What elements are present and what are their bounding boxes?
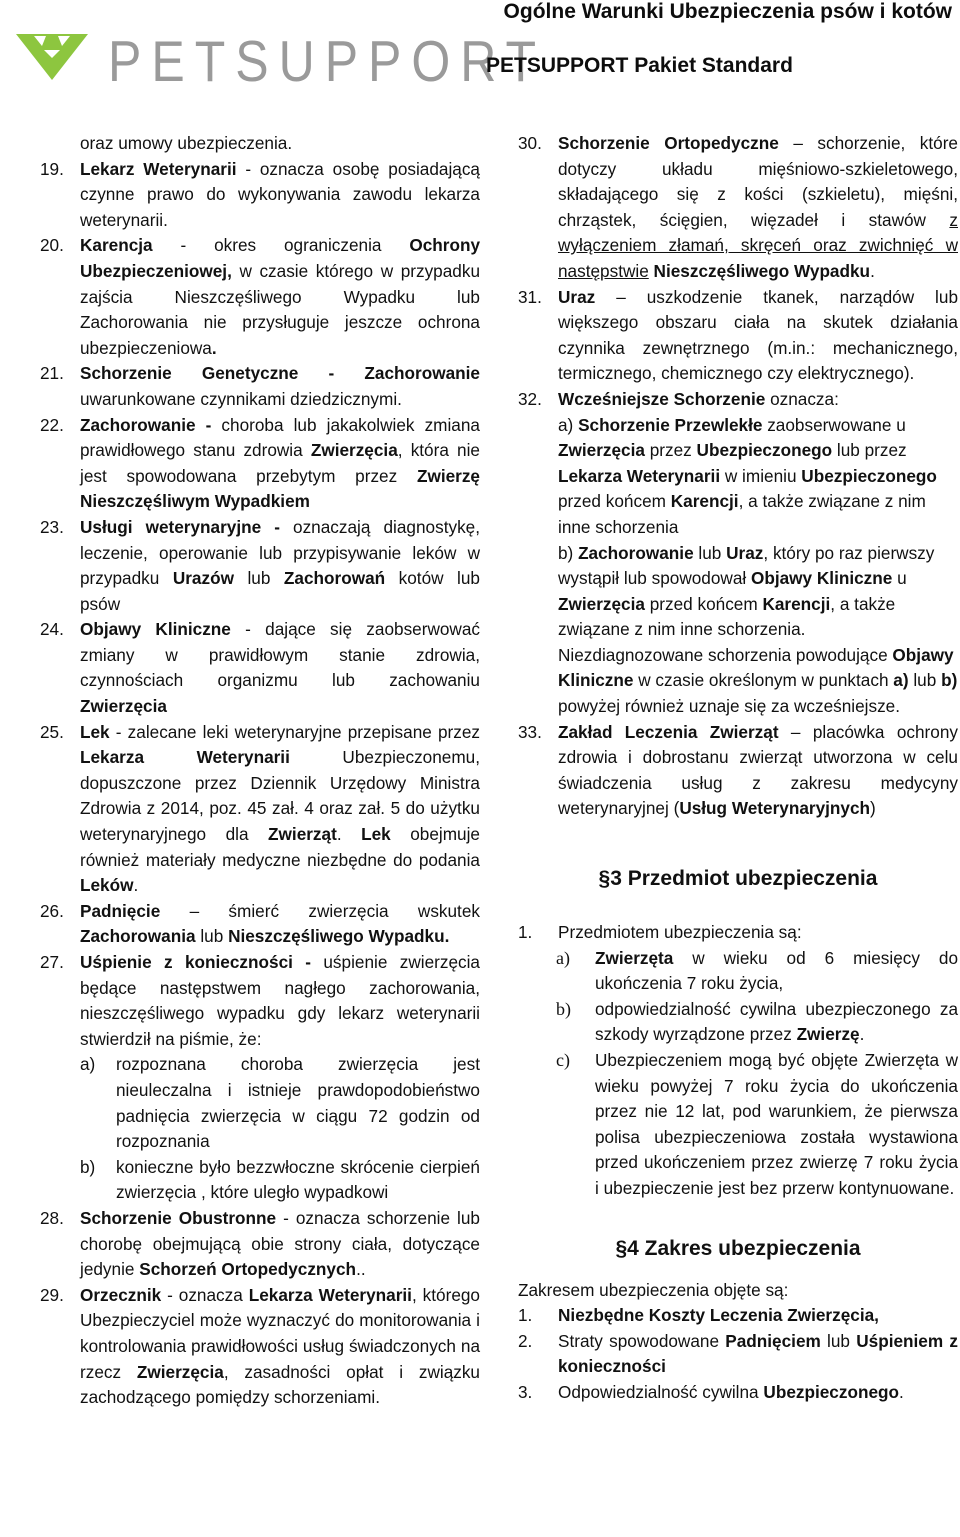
- definition-text: – śmierć zwierzęcia wskutek: [160, 900, 480, 921]
- term: Lek: [80, 721, 110, 742]
- definition-26: [40, 899, 480, 950]
- document-subtitle: PETSUPPORT Pakiet Standard: [486, 54, 793, 77]
- term: Zwierzęta: [595, 947, 674, 968]
- paw-shield-icon: [12, 24, 92, 84]
- definition-text: lub przez: [832, 440, 907, 461]
- item-number: 31.: [518, 286, 542, 307]
- definition-text: uśpienie zwierzęcia będące następstwem nagłego zachorowania, nieszczęśliwego wypadku gdy lekarz weterynarii stwierdził na piśmie, że:: [80, 952, 480, 1049]
- sub-text: .: [859, 1024, 865, 1045]
- page-header: [0, 0, 960, 110]
- definition-text: , a także związane z nim inne schorzenia.: [558, 593, 896, 640]
- term: Uraz: [726, 542, 764, 563]
- item-number: 22.: [40, 414, 64, 435]
- term: Lekarza Weterynarii: [558, 465, 721, 486]
- item-number: 30.: [518, 133, 542, 153]
- term: Zachorowania: [80, 926, 196, 947]
- definition-text: lub: [908, 670, 942, 691]
- term: Zachorowanie -: [80, 414, 212, 435]
- item-number: 20.: [40, 235, 64, 256]
- definition-text: , a także związane z nim inne schorzenia: [558, 491, 926, 537]
- definition-text: .: [211, 337, 217, 358]
- term: Zwierzęcia: [80, 696, 167, 717]
- section-4-item-1: [518, 1303, 958, 1329]
- item-number: 3.: [518, 1381, 533, 1402]
- item-number: 2.: [518, 1330, 533, 1351]
- term: Schorzenie Genetyczne - Zachorowanie: [80, 363, 480, 384]
- term: a): [893, 670, 909, 691]
- term: Karencji: [670, 491, 739, 512]
- document-title: Ogólne Warunki Ubezpieczenia psów i kotów: [503, 0, 952, 23]
- term: Padnięcie: [80, 900, 161, 921]
- term: Zwierzęcia: [558, 593, 645, 614]
- definition-22: [40, 413, 480, 515]
- item-number: 32.: [518, 388, 542, 409]
- definition-text: - oznacza schorzenie lub chorobę obejmującą obie strony ciała, dotyczące jedynie: [80, 1207, 480, 1280]
- definition-text: - dające się zaobserwować zmiany w prawidłowym stanie zdrowia, czynnościach organizmu lub zachowaniu: [80, 619, 480, 691]
- definition-text: – placówka ochrony zdrowia i dobrostanu zwierząt utworzona w celu świadczenia usług z zakresu medycyny weterynaryjnej (: [558, 721, 958, 819]
- definition-text: .: [336, 824, 362, 845]
- definition-text: Niezdiagnozowane schorzenia powodujące: [558, 644, 893, 665]
- term: Uśpienie z konieczności -: [80, 952, 311, 972]
- definition-text: w czasie którego w przypadku zajścia Nieszczęśliwego Wypadku lub Zachorowania nie przysługuje jeszcze ochrona ubezpieczeniowa: [80, 260, 480, 358]
- item-number: 29.: [40, 1284, 64, 1305]
- definition-text: , który po raz pierwszy wystąpił lub spowodował: [558, 542, 935, 589]
- definition-32-a: [518, 413, 958, 541]
- definition-text: przez: [644, 440, 697, 461]
- term: Zwierzęcia: [558, 440, 645, 461]
- definition-33: [518, 720, 958, 822]
- sub-text: odpowiedzialność cywilna ubezpieczonego za szkody wyrządzone przez: [595, 998, 958, 1045]
- item-text: Odpowiedzialność cywilna: [558, 1381, 764, 1402]
- definition-text: u: [892, 568, 907, 589]
- definition-19: [40, 157, 480, 234]
- term: Schorzenie Przewlekłe: [578, 414, 763, 435]
- definition-text: - oznacza osobę posiadającą czynne prawo do wykonywania zawodu lekarza weterynarii.: [80, 158, 480, 230]
- definition-text: b): [558, 542, 579, 563]
- sub-letter: c): [556, 1050, 570, 1070]
- definition-text: oznaczają diagnostykę, leczenie, operowanie lub przypisywanie leków w przypadku: [80, 516, 480, 589]
- sub-letter: a): [556, 947, 570, 968]
- definition-text: - zalecane leki weterynaryjne przepisane przez: [109, 721, 480, 742]
- term: Uraz: [558, 286, 596, 307]
- term: Zwierzęcia: [310, 440, 398, 461]
- term: Usługi weterynaryjne -: [80, 516, 280, 537]
- term: Schorzenie Ortopedyczne: [558, 133, 779, 153]
- term: Usług Weterynaryjnych: [679, 798, 871, 819]
- definition-29: [40, 1283, 480, 1411]
- definition-text: oznacza:: [765, 388, 839, 409]
- section-4-item-3: [518, 1380, 958, 1406]
- definition-30: [518, 131, 958, 285]
- definition-21: [40, 361, 480, 412]
- term: Lek: [361, 824, 391, 845]
- item-number: 33.: [518, 721, 542, 742]
- intro-text: oraz umowy ubezpieczenia.: [80, 133, 293, 153]
- term: Zwierzę: [796, 1024, 860, 1045]
- item-text: lub: [820, 1330, 857, 1351]
- sub-text: Ubezpieczeniem mogą być objęte Zwierzęta w wieku powyżej 7 roku życia do ukończenia przez nie 12 lat, pod warunkiem, że pierwsza polisa ubezpieczeniowa została wystawiona przed ukończeniem przez zwierzę 7 roku życia i ubezpieczenie jest bez przerw kontynuowane.: [595, 1050, 958, 1198]
- item-number: 25.: [40, 721, 64, 742]
- item-number: 26.: [40, 900, 64, 921]
- item-number: 24.: [40, 619, 64, 640]
- term: Urazów: [172, 568, 234, 589]
- term: Karencji: [762, 593, 831, 614]
- term: Ubezpieczonego: [763, 1381, 900, 1402]
- definition-27: [40, 950, 480, 1052]
- definition-text: w imieniu: [720, 465, 802, 486]
- section-3-heading: §3 Przedmiot ubezpieczenia: [598, 867, 878, 891]
- definition-text: zaobserwowane u: [762, 414, 906, 435]
- definition-text: uwarunkowane czynnikami dziedzicznymi.: [80, 388, 402, 409]
- sub-text: w wieku od 6 miesięcy do ukończenia 7 roku życia,: [595, 947, 958, 994]
- sub-item-a: [40, 1052, 480, 1154]
- definition-32-note: [518, 643, 958, 720]
- definition-text: , którego Ubezpieczyciel może wyznaczyć do monitorowania i kontrolowania prawidłowości usług świadczonych na rzecz: [80, 1284, 480, 1382]
- definition-text: w czasie określonym w punktach: [633, 670, 894, 691]
- term: Objawy Kliniczne: [558, 644, 954, 691]
- definition-23: [40, 515, 480, 617]
- definition-text: ..: [356, 1259, 366, 1280]
- section-4-heading: §4 Zakres ubezpieczenia: [615, 1236, 861, 1260]
- item-text: .: [899, 1381, 904, 1402]
- term: Lekarza Weterynarii: [248, 1284, 412, 1305]
- definition-text: , która nie jest spowodowana przebytym przez: [80, 440, 480, 486]
- item-text: Przedmiotem ubezpieczenia są:: [558, 922, 802, 943]
- petsupport-logo: [12, 24, 547, 94]
- term: Niezbędne Koszty Leczenia Zwierzęcia,: [558, 1305, 879, 1326]
- definition-text: przed końcem: [644, 593, 763, 614]
- definition-text: lub: [195, 926, 229, 947]
- definition-text: - oznacza: [161, 1284, 249, 1305]
- term: Ubezpieczonego: [696, 440, 833, 461]
- definition-28: [40, 1206, 480, 1283]
- section-4-intro: Zakresem ubezpieczenia objęte są:: [518, 1279, 789, 1300]
- term: Zwierzę Nieszczęśliwym Wypadkiem: [80, 465, 480, 512]
- term: Padnięciem: [725, 1330, 821, 1351]
- underlined-text: z wyłączeniem złamań, skręceń oraz zwichnięć w następstwie: [558, 209, 958, 281]
- definition-text: .: [870, 260, 875, 281]
- definition-text: przed końcem: [558, 491, 671, 512]
- definition-25: [40, 720, 480, 899]
- term: Schorzenie Obustronne: [80, 1207, 277, 1228]
- item-number: 1.: [518, 1305, 533, 1326]
- definition-31: [518, 285, 958, 387]
- term: Zwierząt: [268, 824, 337, 845]
- logo-wordmark: PETSUPPORT: [108, 29, 547, 94]
- definition-text: .: [133, 875, 139, 896]
- sub-text: rozpoznana choroba zwierzęcia jest nieuleczalna i istnieje prawdopodobieństwo padnięcia zwierzęcia w ciągu 72 godzin od rozpoznania: [116, 1054, 480, 1152]
- definition-text: , zasadności opłat i związku zachodzącego pomiędzy schorzeniami.: [80, 1361, 480, 1408]
- term: Zachorowanie: [578, 542, 694, 563]
- term: Karencja: [80, 235, 153, 256]
- section-3-sub-c: [518, 1048, 958, 1202]
- definition-20: [40, 233, 480, 361]
- definition-32-b: [518, 541, 958, 643]
- definition-text: a): [558, 414, 579, 435]
- section-3-item-1: [518, 920, 958, 946]
- term: Zakład Leczenia Zwierząt: [558, 721, 779, 742]
- term: Lekarza Weterynarii: [80, 747, 290, 768]
- term: Ubezpieczonego: [801, 465, 937, 486]
- term: Zachorowań: [283, 568, 386, 589]
- definition-text: choroba lub jakakolwiek zmiana prawidłowego stanu zdrowia: [80, 414, 480, 461]
- definition-text: obejmuje również materiały medyczne niezbędne do podania: [80, 824, 480, 870]
- item-number: 23.: [40, 516, 64, 537]
- sub-text: konieczne było bezzwłoczne skrócenie cierpień zwierzęcia , które uległo wypadkowi: [116, 1156, 480, 1203]
- definition-text: ): [870, 798, 876, 819]
- section-4-item-2: [518, 1329, 958, 1380]
- term: b): [941, 670, 958, 691]
- term: Objawy Kliniczne: [80, 619, 231, 640]
- section-3-sub-a: [518, 946, 958, 997]
- item-number: 28.: [40, 1207, 64, 1228]
- term: Schorzeń Ortopedycznych: [139, 1259, 357, 1280]
- sub-letter: b): [556, 998, 571, 1019]
- term: Nieszczęśliwego Wypadku: [653, 260, 871, 281]
- sub-letter: a): [80, 1054, 96, 1075]
- definition-text: – uszkodzenie tkanek, narządów lub większego obszaru ciała na skutek działania czynnika zewnętrznego (m.in.: mechanicznego, termicznego, chemicznego czy elektrycznego).: [558, 286, 958, 384]
- term: Orzecznik: [80, 1284, 162, 1305]
- definition-24: [40, 617, 480, 719]
- sub-item-b: [40, 1155, 480, 1206]
- definition-text: Ubezpieczonemu, dopuszczone przez Dziennik Urzędowy Ministra Zdrowia z 2014, poz. 45 zał. 4 oraz zał. 5 do użytku weterynaryjnego dla: [80, 747, 480, 845]
- term: Leków: [80, 875, 134, 896]
- item-number: 19.: [40, 158, 64, 179]
- definition-text: lub: [693, 542, 727, 563]
- definition-text: powyżej również uznaje się za wcześniejsze.: [558, 696, 900, 717]
- term: Uśpieniem z konieczności: [558, 1330, 958, 1377]
- item-number: 21.: [40, 363, 64, 384]
- definition-text: - okres ograniczenia: [152, 235, 410, 256]
- item-number: 1.: [518, 922, 533, 943]
- definition-32: [518, 387, 958, 413]
- term: Zwierzęcia: [136, 1361, 224, 1382]
- term: Lekarz Weterynarii: [80, 158, 237, 179]
- item-number: 27.: [40, 952, 64, 972]
- definition-text: lub: [233, 568, 284, 589]
- term: Wcześniejsze Schorzenie: [558, 388, 766, 409]
- item-text: Straty spowodowane: [558, 1330, 726, 1351]
- section-3-sub-b: [518, 997, 958, 1048]
- definition-text: kotów lub psów: [80, 568, 480, 614]
- term: Nieszczęśliwego Wypadku.: [228, 926, 450, 947]
- sub-letter: b): [80, 1156, 96, 1177]
- left-column: [40, 131, 480, 1411]
- term: Ochrony Ubezpieczeniowej,: [80, 235, 480, 281]
- right-column: [518, 131, 958, 1406]
- definition-text: – schorzenie, które dotyczy układu mięśniowo-szkieletowego, składającego się z kości (szkieletu), mięśni, chrząstek, ścięgien, więzadeł i stawów: [558, 133, 958, 230]
- term: Objawy Kliniczne: [750, 568, 893, 589]
